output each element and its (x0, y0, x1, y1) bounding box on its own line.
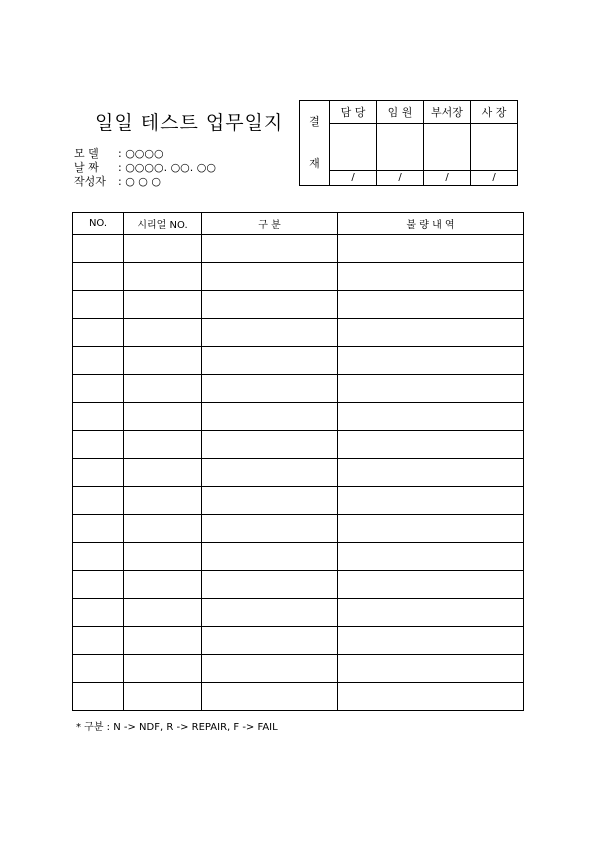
table-row (73, 655, 524, 683)
table-row (73, 431, 524, 459)
cell-no[interactable] (73, 347, 124, 375)
cell-serial[interactable] (124, 683, 202, 711)
cell-serial[interactable] (124, 319, 202, 347)
cell-category[interactable] (202, 403, 338, 431)
table-row (73, 599, 524, 627)
cell-defect-details[interactable] (338, 403, 524, 431)
cell-defect-details[interactable] (338, 683, 524, 711)
cell-defect-details[interactable] (338, 515, 524, 543)
cell-category[interactable] (202, 683, 338, 711)
cell-defect-details[interactable] (338, 459, 524, 487)
table-row (73, 487, 524, 515)
cell-category[interactable] (202, 515, 338, 543)
cell-category[interactable] (202, 655, 338, 683)
cell-no[interactable] (73, 487, 124, 515)
cell-serial[interactable] (124, 403, 202, 431)
table-header-row (73, 213, 524, 235)
approval-sign-staff[interactable] (330, 124, 377, 171)
page-title: 일일 테스트 업무일지 (95, 112, 284, 134)
info-date-label: 날 짜 (74, 161, 99, 174)
cell-serial[interactable] (124, 375, 202, 403)
approval-date-manager[interactable]: / (424, 170, 471, 185)
cell-category[interactable] (202, 319, 338, 347)
approval-sign-manager[interactable] (424, 124, 471, 171)
cell-no[interactable] (73, 291, 124, 319)
table-row (73, 403, 524, 431)
cell-no[interactable] (73, 599, 124, 627)
approval-header-president: 사 장 (471, 101, 518, 124)
cell-category[interactable] (202, 487, 338, 515)
cell-serial[interactable] (124, 487, 202, 515)
table-row (73, 263, 524, 291)
cell-serial[interactable] (124, 515, 202, 543)
table-row (73, 683, 524, 711)
defect-log-table (72, 212, 524, 711)
cell-defect-details[interactable] (338, 319, 524, 347)
cell-serial[interactable] (124, 347, 202, 375)
cell-serial[interactable] (124, 431, 202, 459)
cell-category[interactable] (202, 459, 338, 487)
cell-defect-details[interactable] (338, 263, 524, 291)
table-row (73, 627, 524, 655)
cell-category[interactable] (202, 291, 338, 319)
cell-defect-details[interactable] (338, 655, 524, 683)
approval-sign-executive[interactable] (377, 124, 424, 171)
cell-no[interactable] (73, 319, 124, 347)
cell-serial[interactable] (124, 543, 202, 571)
approval-side-top: 결 (309, 115, 320, 129)
table-row (73, 319, 524, 347)
cell-serial[interactable] (124, 459, 202, 487)
cell-serial[interactable] (124, 291, 202, 319)
cell-defect-details[interactable] (338, 599, 524, 627)
info-model-label: 모 델 (74, 147, 99, 160)
cell-no[interactable] (73, 459, 124, 487)
table-row (73, 543, 524, 571)
cell-no[interactable] (73, 431, 124, 459)
approval-header-staff: 담 당 (330, 101, 377, 124)
cell-no[interactable] (73, 683, 124, 711)
cell-category[interactable] (202, 599, 338, 627)
approval-header-executive: 임 원 (377, 101, 424, 124)
cell-category[interactable] (202, 263, 338, 291)
table-row (73, 291, 524, 319)
cell-no[interactable] (73, 515, 124, 543)
info-date-value: : ○○○○. ○○. ○○ (118, 161, 216, 174)
cell-serial[interactable] (124, 571, 202, 599)
info-author-value: : ○ ○ ○ (118, 175, 161, 188)
approval-side-bottom: 재 (309, 157, 320, 171)
cell-category[interactable] (202, 235, 338, 263)
cell-defect-details[interactable] (338, 375, 524, 403)
table-row (73, 235, 524, 263)
cell-no[interactable] (73, 655, 124, 683)
approval-box (299, 100, 518, 186)
cell-defect-details[interactable] (338, 291, 524, 319)
info-author-label: 작성자 (74, 175, 106, 188)
cell-serial[interactable] (124, 599, 202, 627)
approval-date-staff[interactable]: / (330, 170, 377, 185)
column-header-no: NO. (73, 213, 124, 235)
cell-no[interactable] (73, 235, 124, 263)
cell-no[interactable] (73, 263, 124, 291)
cell-serial[interactable] (124, 235, 202, 263)
column-header-category: 구 분 (202, 213, 338, 235)
info-author (74, 173, 161, 189)
cell-category[interactable] (202, 375, 338, 403)
cell-no[interactable] (73, 627, 124, 655)
approval-date-executive[interactable]: / (377, 170, 424, 185)
cell-category[interactable] (202, 347, 338, 375)
cell-defect-details[interactable] (338, 431, 524, 459)
cell-serial[interactable] (124, 627, 202, 655)
table-row (73, 375, 524, 403)
cell-defect-details[interactable] (338, 487, 524, 515)
table-row (73, 347, 524, 375)
info-model-value: : ○○○○ (118, 147, 164, 160)
column-header-defect-details: 불 량 내 역 (338, 213, 524, 235)
cell-no[interactable] (73, 375, 124, 403)
approval-date-president[interactable]: / (471, 170, 518, 185)
cell-serial[interactable] (124, 263, 202, 291)
cell-category[interactable] (202, 571, 338, 599)
cell-no[interactable] (73, 403, 124, 431)
table-row (73, 515, 524, 543)
cell-no[interactable] (73, 571, 124, 599)
cell-defect-details[interactable] (338, 543, 524, 571)
cell-category[interactable] (202, 627, 338, 655)
cell-defect-details[interactable] (338, 571, 524, 599)
cell-serial[interactable] (124, 655, 202, 683)
approval-side-label (300, 101, 330, 186)
table-body (73, 235, 524, 711)
cell-no[interactable] (73, 543, 124, 571)
cell-category[interactable] (202, 543, 338, 571)
approval-sign-president[interactable] (471, 124, 518, 171)
table-row (73, 571, 524, 599)
cell-category[interactable] (202, 431, 338, 459)
column-header-serial: 시리얼 NO. (124, 213, 202, 235)
cell-defect-details[interactable] (338, 235, 524, 263)
cell-defect-details[interactable] (338, 347, 524, 375)
cell-defect-details[interactable] (338, 627, 524, 655)
category-legend-note: * 구분 : N -> NDF, R -> REPAIR, F -> FAIL (76, 722, 278, 733)
approval-header-manager: 부서장 (424, 101, 471, 124)
table-row (73, 459, 524, 487)
